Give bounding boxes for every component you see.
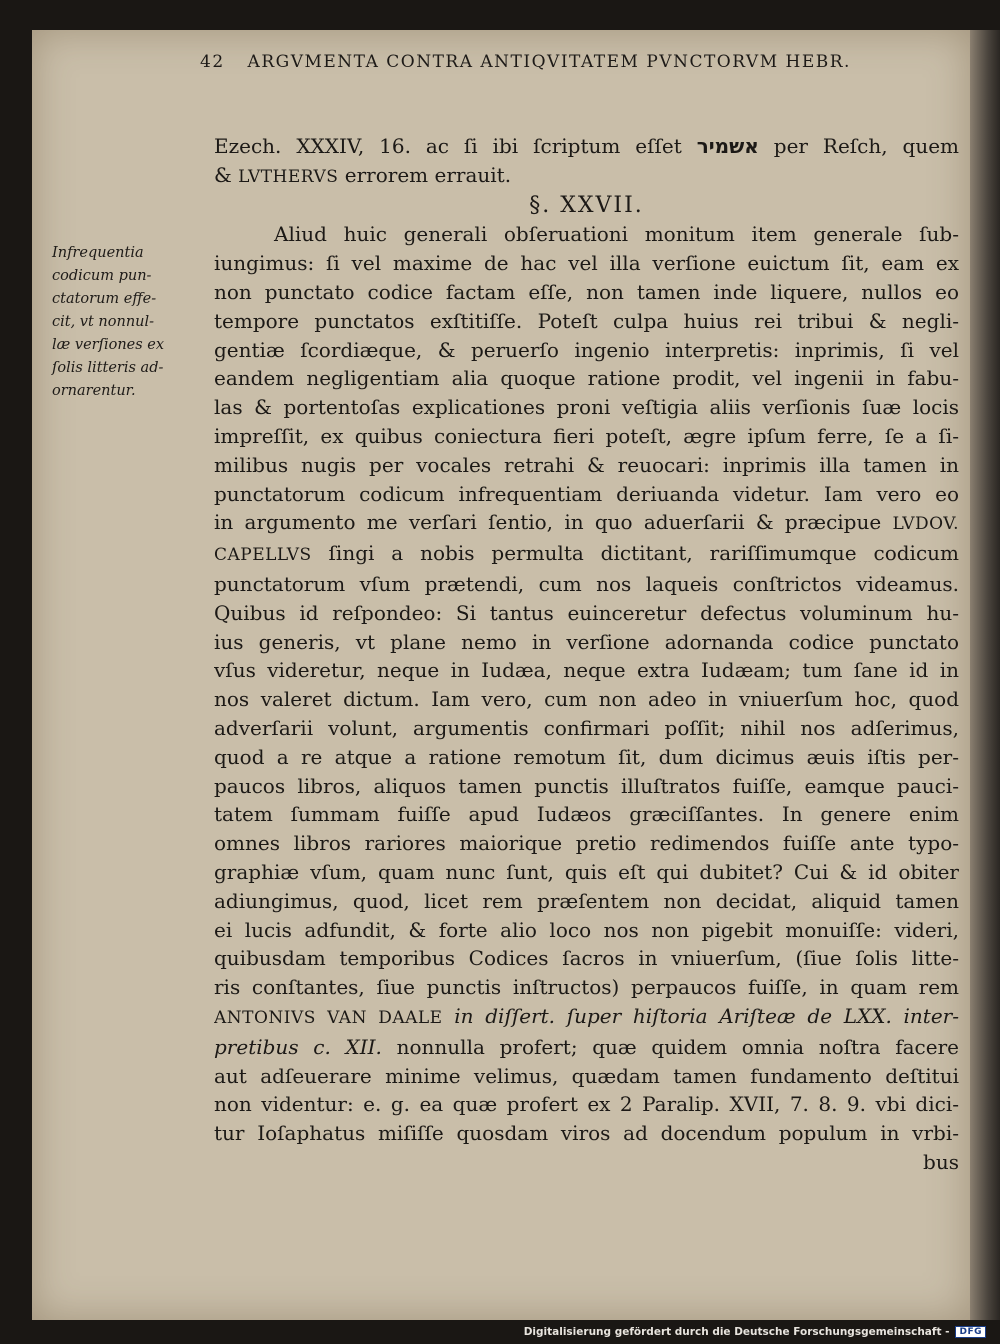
dfg-logo: DFG xyxy=(955,1326,986,1338)
text-line: iungimus: ſi vel maxime de hac vel illa verſione euictum ſit, eam ex xyxy=(214,251,959,276)
marginal-line: Infrequentia xyxy=(52,245,144,261)
page-number: 42 xyxy=(200,52,225,72)
text-span: ſingi a nobis permulta dictitant, rariſſimumque codicum xyxy=(311,541,959,566)
text-line: tatem ſummam fuiſſe apud Iudæos græciſſantes. In genere enim xyxy=(214,802,959,827)
catchword: bus xyxy=(923,1149,959,1174)
text-span: nonnulla profert; quæ quidem omnia noſtra facere xyxy=(381,1034,959,1059)
text-line: non punctato codice factam eſſe, non tamen inde liquere, nullos eo xyxy=(214,279,959,304)
text-line xyxy=(214,539,959,570)
text-line: adverſarii volunt, argumentis confirmari poſſit; nihil nos adſerimus, xyxy=(214,715,959,740)
citation: pretibus c. XII. xyxy=(214,1034,382,1059)
marginal-line: ſolis litteris ad- xyxy=(52,360,164,376)
text-span: per Reſch, quem xyxy=(773,134,959,158)
running-title: ARGVMENTA CONTRA ANTIQVITATEM PVNCTORVM HEBR. xyxy=(247,52,851,72)
body-text xyxy=(214,132,959,1177)
author-name: LVDOV. xyxy=(892,514,959,535)
text-line: ius generis, vt plane nemo in verſione adornanda codice punctato xyxy=(214,629,959,654)
text-span: errorem errauit. xyxy=(338,162,512,187)
digitization-footer xyxy=(524,1326,986,1338)
text-line: aut adſeuerare minime velimus, quædam tamen fundamento deſtitui xyxy=(214,1063,959,1088)
text-line: milibus nugis per vocales retrahi & reuocari: inprimis illa tamen in xyxy=(214,452,959,477)
text-line: Quibus id reſpondeo: Si tantus euinceretur defectus voluminum hu- xyxy=(214,600,959,625)
text-line xyxy=(214,161,959,192)
text-line: punctatorum codicum infrequentiam deriuanda videtur. Iam vero eo xyxy=(214,481,959,506)
text-line: Aliud huic generali obſeruationi monitum item generale ſub- xyxy=(274,222,959,247)
citation: in diſſert. ſuper hiſtoria Ariſteæ de LXX. inter- xyxy=(442,1003,959,1028)
text-line: las & portentoſas explicationes proni veſtigia aliis verſionis ſuæ locis xyxy=(214,395,959,420)
text-line: gentiæ ſcordiæque, & peruerſo ingenio interpretis: inprimis, ſi vel xyxy=(214,337,959,362)
marginal-line: ctatorum effe- xyxy=(52,291,157,307)
author-name: CAPELLVS xyxy=(214,545,312,566)
text-span: in argumento me verſari ſentio, in quo aduerſarii & præcipue xyxy=(214,510,893,535)
text-line: impreſſit, ex quibus coniectura fieri poteſt, ægre ipſum ferre, ſe a ſi- xyxy=(214,423,959,448)
text-line: ris conſtantes, ſiue punctis inſtructos) perpaucos fuiſſe, in quam rem xyxy=(214,975,959,1000)
page-edge xyxy=(970,30,1000,1320)
text-line: vſus videretur, neque in Iudæa, neque extra Iudæam; tum ſane id in xyxy=(214,658,959,683)
hebrew-word: אשמיר xyxy=(696,134,759,158)
footer-credit: Digitalisierung gefördert durch die Deutsche Forschungsgemeinschaft - xyxy=(523,1326,950,1338)
text-line: nos valeret dictum. Iam vero, cum non adeo in vniuerſum hoc, quod xyxy=(214,687,959,712)
author-name: ANTONIVS VAN DAALE xyxy=(214,1007,443,1028)
marginal-line: cit, vt nonnul- xyxy=(52,314,155,330)
author-name: LVTHERVS xyxy=(238,166,339,187)
text-line: adiungimus, quod, licet rem præſentem non decidat, aliquid tamen xyxy=(214,888,959,913)
text-line: omnes libros rariores maiorique pretio redimendos fuiſſe ante typo- xyxy=(214,831,959,856)
marginal-note xyxy=(52,242,202,403)
running-head xyxy=(200,52,900,72)
section-heading: §. XXVII. xyxy=(529,192,644,218)
text-line: non videntur: e. g. ea quæ profert ex 2 Paralip. XVII, 7. 8. 9. vbi dici- xyxy=(214,1092,959,1117)
text-line xyxy=(214,1033,959,1062)
marginal-line: ornarentur. xyxy=(52,383,136,399)
text-line: tur Ioſaphatus miſiſſe quosdam viros ad docendum populum in vrbi- xyxy=(214,1121,959,1146)
text-line: graphiæ vſum, quam nunc ſunt, quis eſt qui dubitet? Cui & id obiter xyxy=(214,859,959,884)
text-line: quibusdam temporibus Codices ſacros in vniuerſum, (ſiue ſolis litte- xyxy=(214,946,959,971)
marginal-line: læ verſiones ex xyxy=(52,337,165,353)
text-line: quod a re atque a ratione remotum ſit, dum dicimus æuis iſtis per- xyxy=(214,744,959,769)
text-line xyxy=(214,132,959,161)
text-line xyxy=(214,1002,959,1033)
text-span: & xyxy=(214,162,239,187)
marginal-line: codicum pun- xyxy=(52,268,152,284)
text-span: Ezech. XXXIV, 16. ac ſi ibi ſcriptum eſſet xyxy=(214,134,682,158)
text-line: eandem negligentiam alia quoque ratione prodit, vel ingenii in fabu- xyxy=(214,366,959,391)
text-line: tempore punctatos exſtitiſſe. Poteſt culpa huius rei tribui & negli- xyxy=(214,308,959,333)
text-line: paucos libros, aliquos tamen punctis illuſtratos fuiſſe, eamque pauci- xyxy=(214,773,959,798)
text-line: ei lucis adfundit, & forte alio loco nos non pigebit monuiſſe: videri, xyxy=(214,917,959,942)
text-line: punctatorum vſum prætendi, cum nos laqueis conſtrictos videamus. xyxy=(214,571,959,596)
text-line xyxy=(214,508,959,539)
